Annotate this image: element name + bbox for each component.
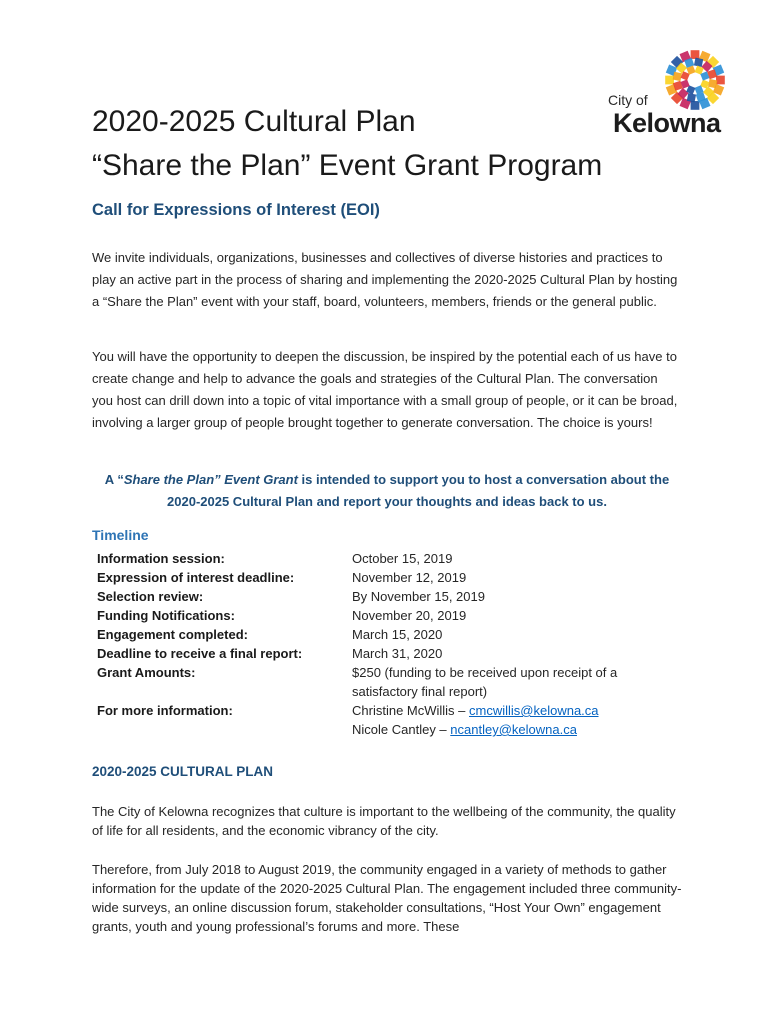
timeline-label: Grant Amounts: xyxy=(97,665,196,680)
eoi-heading: Call for Expressions of Interest (EOI) xyxy=(92,201,380,219)
highlight-emphasis: Share the Plan” Event Grant xyxy=(123,472,298,487)
highlight-prefix: A “ xyxy=(104,472,124,487)
timeline-value: November 12, 2019 xyxy=(352,570,467,585)
timeline-row xyxy=(97,644,697,663)
logo-kelowna-text: Kelowna xyxy=(613,108,721,138)
title-line-1: 2020-2025 Cultural Plan xyxy=(92,105,416,138)
cultural-plan-heading: 2020-2025 CULTURAL PLAN xyxy=(92,764,274,779)
timeline-value: $250 (funding to be received upon receipt of a satisfactory final report) xyxy=(352,665,618,699)
timeline-row xyxy=(97,625,697,644)
contact-email-link[interactable]: cmcwillis@kelowna.ca xyxy=(469,703,599,718)
timeline-row xyxy=(97,606,697,625)
timeline-value: By November 15, 2019 xyxy=(352,589,485,604)
timeline-label: Expression of interest deadline: xyxy=(97,570,295,585)
timeline-label: Deadline to receive a final report: xyxy=(97,646,303,661)
timeline-row xyxy=(97,663,697,701)
cultural-plan-paragraph-1: The City of Kelowna recognizes that culture is important to the wellbeing of the community, the quality of life for all residents, and the economic vibrancy of the city. xyxy=(92,804,676,838)
timeline-row xyxy=(97,568,697,587)
city-of-kelowna-logo xyxy=(603,46,731,140)
title-line-2: “Share the Plan” Event Grant Program xyxy=(92,149,603,182)
timeline-value: November 20, 2019 xyxy=(352,608,467,623)
logo-city-text: City of xyxy=(608,92,648,108)
timeline-label: Funding Notifications: xyxy=(97,608,235,623)
contact-entry xyxy=(352,701,652,720)
timeline-table xyxy=(97,549,697,739)
contact-name: Nicole Cantley – xyxy=(352,722,451,737)
timeline-heading: Timeline xyxy=(92,527,149,543)
grant-highlight xyxy=(92,469,682,513)
highlight-suffix: is intended to support you to host a conversation about the 2020-2025 Cultural Plan and report your thoughts and ideas back to us. xyxy=(167,472,670,509)
timeline-value: March 31, 2020 xyxy=(352,646,443,661)
timeline-contact-row xyxy=(97,701,697,739)
kelowna-sun-icon xyxy=(661,46,729,114)
timeline-value: March 15, 2020 xyxy=(352,627,443,642)
timeline-label: Engagement completed: xyxy=(97,627,248,642)
timeline-label: For more information: xyxy=(97,703,233,718)
intro-paragraph: We invite individuals, organizations, businesses and collectives of diverse histories and practices to play an active part in the process of sharing and implementing the 2020-2025 Cultural Plan by hosting a “Share the Plan” event with your staff, board, volunteers, members, friends or the general public. xyxy=(92,250,678,309)
contact-list xyxy=(352,701,652,739)
timeline-value: October 15, 2019 xyxy=(352,551,453,566)
timeline-label: Selection review: xyxy=(97,589,204,604)
contact-name: Christine McWillis – xyxy=(352,703,470,718)
opportunity-paragraph: You will have the opportunity to deepen the discussion, be inspired by the potential each of us have to create change and help to advance the goals and strategies of the Cultural Plan. The conversation you host can drill down into a topic of vital importance with a small group of people, or it can be broad, involving a larger group of people brought together to generate conversation. The choice is yours! xyxy=(92,349,678,430)
timeline-label: Information session: xyxy=(97,551,225,566)
timeline-row xyxy=(97,549,697,568)
contact-entry xyxy=(352,720,652,739)
page-title xyxy=(92,100,602,188)
cultural-plan-paragraph-2: Therefore, from July 2018 to August 2019, the community engaged in a variety of methods to gather information for the update of the 2020-2025 Cultural Plan. The engagement included three community-wide surveys, an online discussion forum, stakeholder consultations, “Host Your Own” engagement grants, youth and young professional’s forums and more. These xyxy=(92,862,682,934)
contact-email-link[interactable]: ncantley@kelowna.ca xyxy=(450,722,577,737)
timeline-row xyxy=(97,587,697,606)
